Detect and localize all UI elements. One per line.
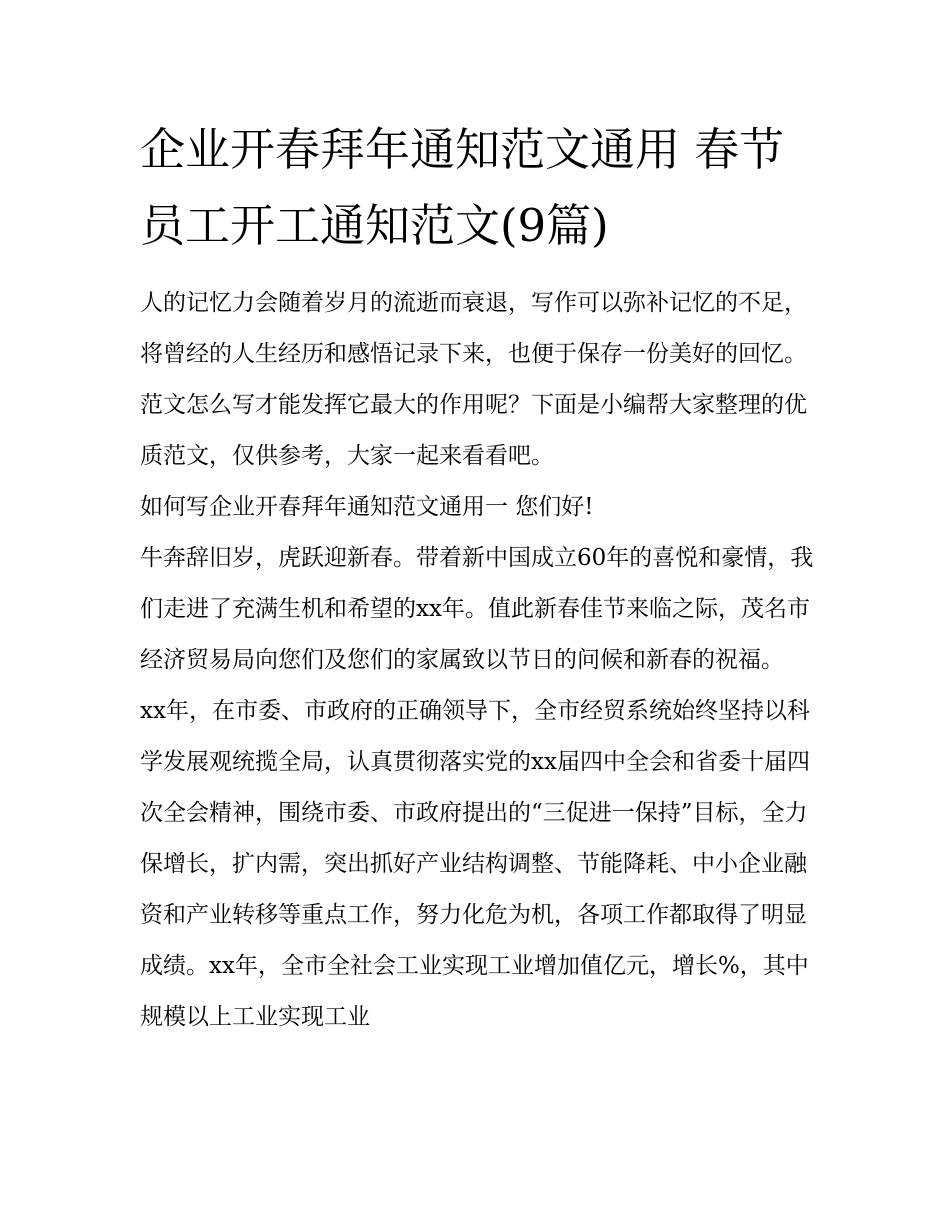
paragraph-new-year-wishes: 牛奔辞旧岁，虎跃迎新春。带着新中国成立60年的喜悦和豪情，我们走进了充满生机和希望的xx年。值此新春佳节来临之际，茂名市经济贸易局向您们及您们的家属致以节日的问候和新春的祝福。 [140, 545, 814, 673]
document-body [140, 278, 820, 1043]
paragraph-heading-greeting: 如何写企业开春拜年通知范文通用一 您们好! [140, 494, 594, 520]
document-title: 企业开春拜年通知范文通用 春节员工开工通知范文(9篇) [140, 123, 785, 252]
paragraph-annual-review: xx年，在市委、市政府的正确领导下，全市经贸系统始终坚持以科学发展观统揽全局，认真贯彻落实党的xx届四中全会和省委十届四次全会精神，围绕市委、市政府提出的“三促进一保持”目标，全力保增长，扩内需，突出抓好产业结构调整、节能降耗、中小企业融资和产业转移等重点工作，努力化危为机，各项工作都取得了明显成绩。xx年，全市全社会工业实现工业增加值亿元，增长%，其中规模以上工业实现工业 [140, 698, 810, 1030]
paragraph-intro: 人的记忆力会随着岁月的流逝而衰退，写作可以弥补记忆的不足，将曾经的人生经历和感悟记录下来，也便于保存一份美好的回忆。范文怎么写才能发挥它最大的作用呢？下面是小编帮大家整理的优质范文，仅供参考，大家一起来看看吧。 [140, 290, 807, 469]
